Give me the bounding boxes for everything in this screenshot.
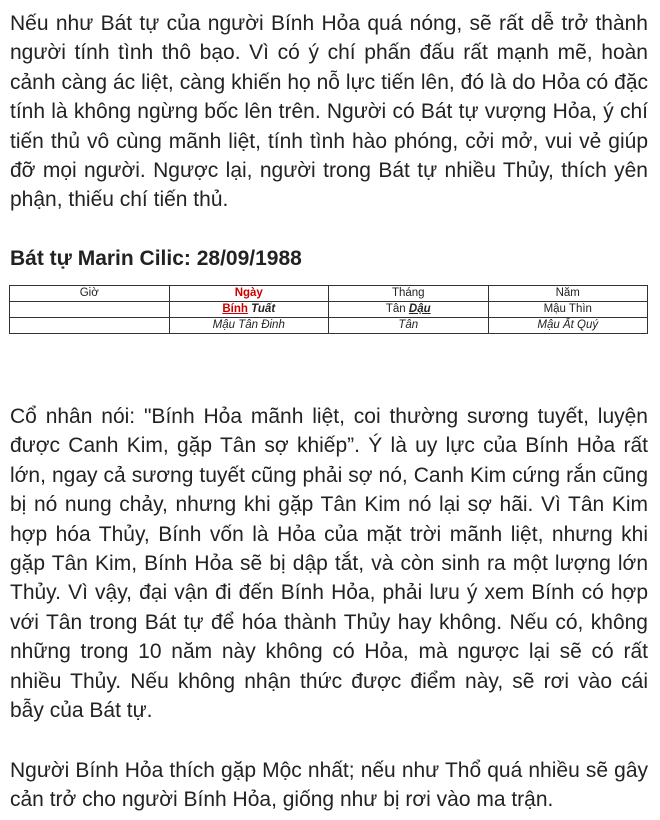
- bazi-heading: Bát tự Marin Cilic: 28/09/1988: [10, 247, 302, 270]
- day-branch: Tuất: [247, 303, 276, 315]
- header-ngay: Ngày: [169, 286, 329, 302]
- table-row-pillars: [10, 302, 648, 318]
- cell-gio-pillar: [10, 302, 170, 318]
- cell-gio-hidden: [10, 318, 170, 334]
- table-row-hidden-stems: [10, 318, 648, 334]
- cell-thang-hidden: Tân: [329, 318, 489, 334]
- header-thang: Tháng: [329, 286, 489, 302]
- header-nam: Năm: [488, 286, 648, 302]
- cell-nam-hidden: Mậu Ất Quý: [488, 318, 648, 334]
- bazi-table: [9, 285, 648, 334]
- table-row-header: [10, 286, 648, 302]
- day-stem: Bính: [222, 303, 248, 315]
- cell-nam-pillar: Mậu Thìn: [488, 302, 648, 318]
- header-gio: Giờ: [10, 286, 170, 302]
- cell-ngay-hidden: Mậu Tân Đinh: [169, 318, 329, 334]
- month-stem: Tân: [385, 303, 409, 315]
- paragraph-conclusion: Người Bính Hỏa thích gặp Mộc nhất; nếu như Thổ quá nhiều sẽ gây cản trở cho người Bính Hỏa, giống như bị rơi vào ma trận.: [10, 759, 648, 812]
- month-branch: Dậu: [408, 303, 431, 315]
- paragraph-ancient-saying: Cổ nhân nói: "Bính Hỏa mãnh liệt, coi thường sương tuyết, luyện được Canh Kim, gặp Tân sợ khiếp”. Ý là uy lực của Bính Hỏa rất lớn, ngay cả sương tuyết cũng phải sợ nó, Canh Kim cứng rắn cũng bị nó nung chảy, nhưng khi gặp Tân Kim nó lại sợ hãi. Vì Tân Kim hợp hóa Thủy, Bính vốn là Hỏa của mặt trời mãnh liệt, nhưng khi gặp Tân Kim, Bính Hỏa sẽ bị dập tắt, và còn sinh ra một lượng lớn Thủy. Vì vậy, đại vận đi đến Bính Hỏa, phải lưu ý xem Bính có hợp với Tân trong Bát tự để hóa thành Thủy hay không. Nếu có, không những trong 10 năm này không có Hỏa, mà ngược lại sẽ có rất nhiều Thủy. Nếu không nhận thức được điểm này, sẽ rơi vào cái bẫy của Bát tự.: [10, 405, 648, 723]
- paragraph-intro: Nếu như Bát tự của người Bính Hỏa quá nóng, sẽ rất dễ trở thành người tính tình thô bạo. Vì có ý chí phấn đấu rất mạnh mẽ, hoàn cảnh càng ác liệt, càng khiến họ nỗ lực tiến lên, đó là do Hỏa có đặc tính là không ngừng bốc lên trên. Người có Bát tự vượng Hỏa, ý chí tiến thủ vô cùng mãnh liệt, tính tình hào phóng, cởi mở, vui vẻ giúp đỡ mọi người. Ngược lại, người trong Bát tự nhiều Thủy, thích yên phận, thiếu chí tiến thủ.: [10, 12, 648, 212]
- cell-thang-pillar: [329, 302, 489, 318]
- cell-ngay-pillar: [169, 302, 329, 318]
